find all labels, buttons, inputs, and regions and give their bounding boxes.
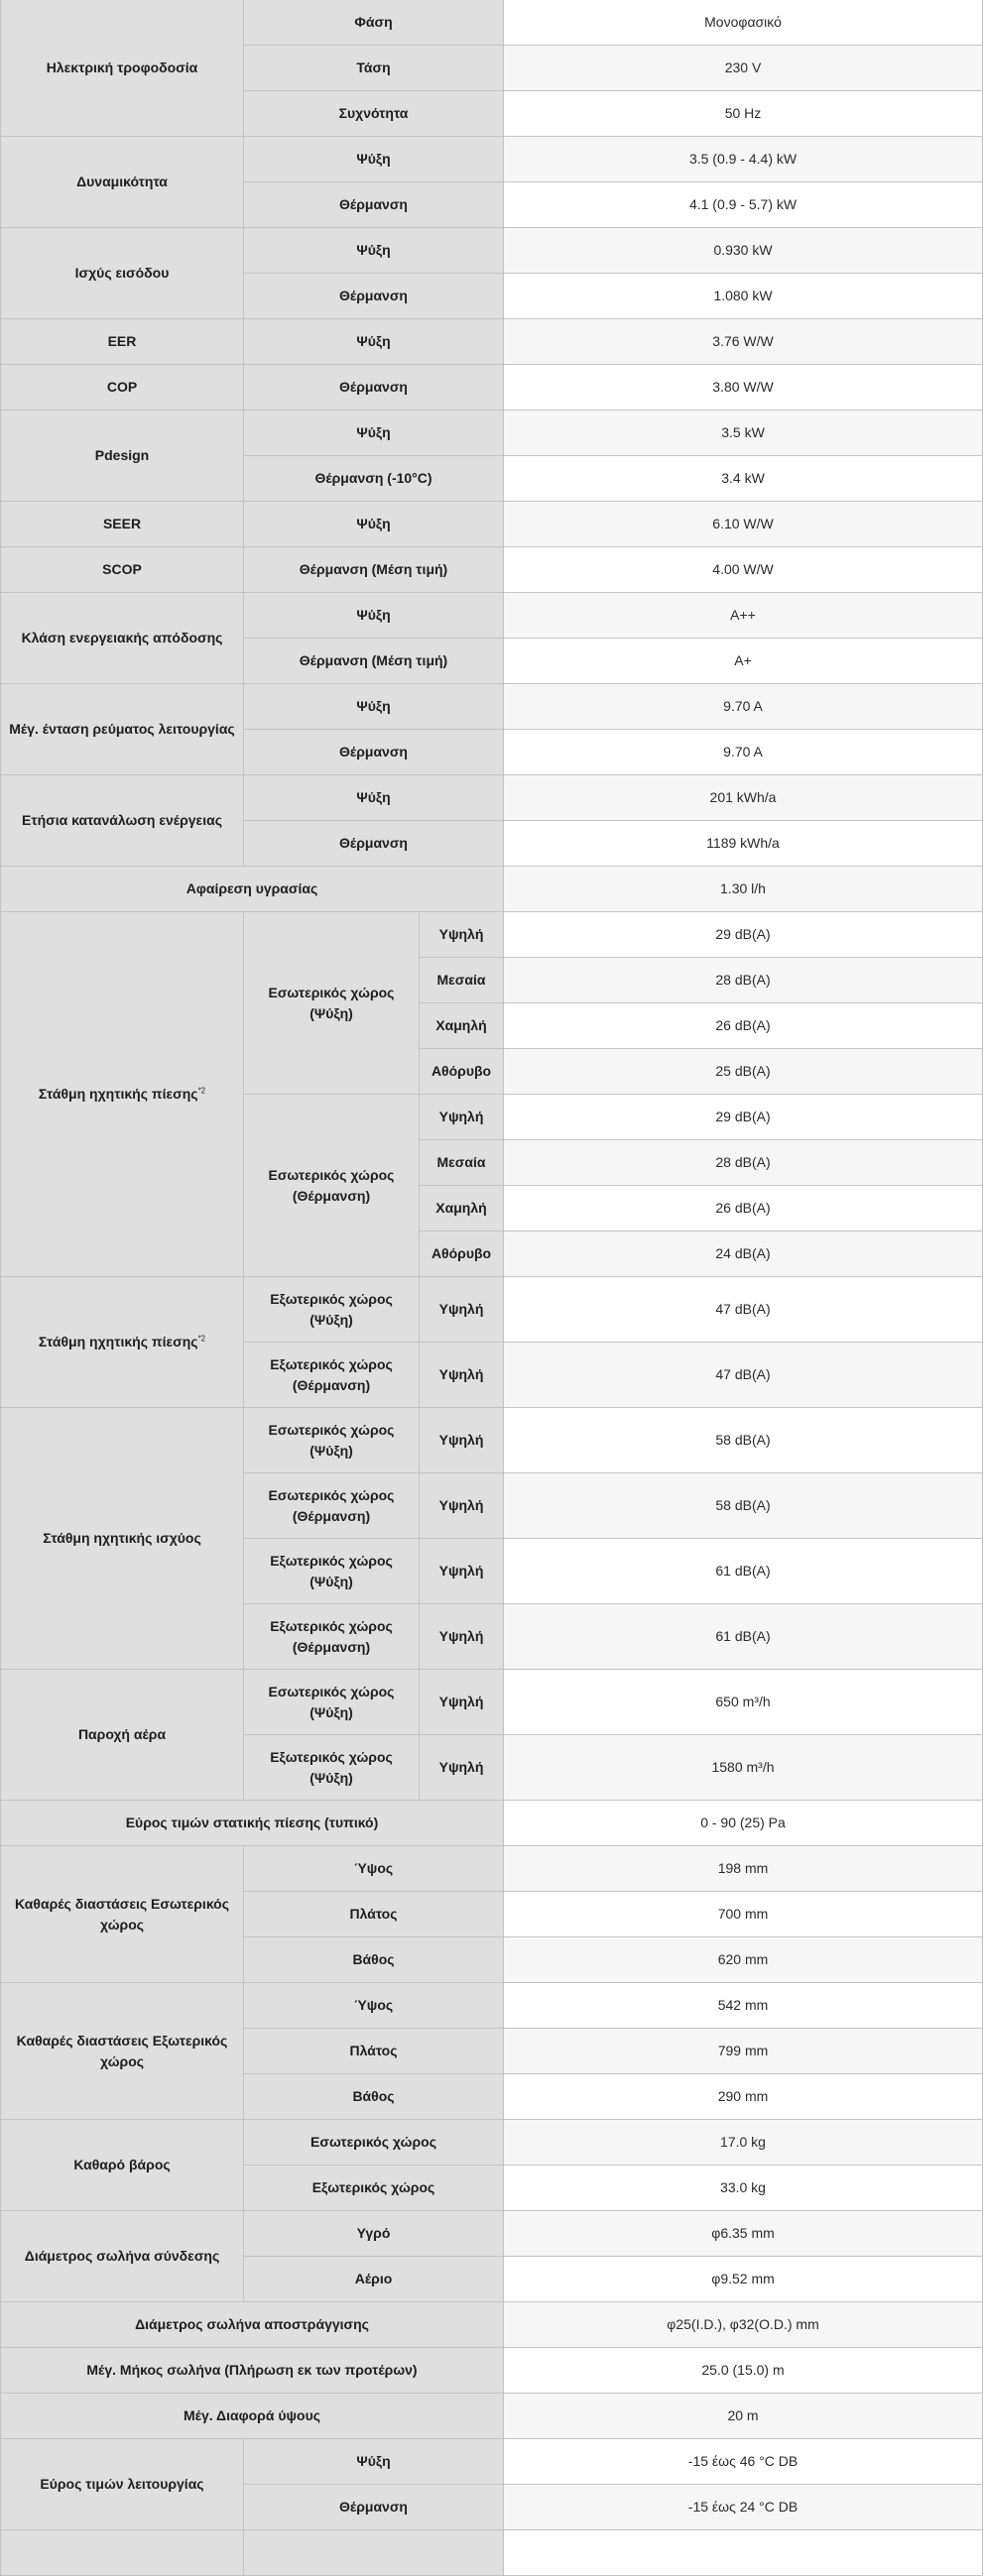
spl-indoor-cool-mode: Εσωτερικός χώρος (Ψύξη) (244, 912, 420, 1095)
annual-consumption-heat-label: Θέρμανση (244, 821, 504, 867)
eer-label: EER (1, 319, 244, 365)
capacity-heat-label: Θέρμανση (244, 182, 504, 228)
pdesign-heat-value: 3.4 kW (504, 456, 983, 502)
sound-power-mode: Εσωτερικός χώρος (Ψύξη) (244, 1408, 420, 1473)
annual-consumption-cool-value: 201 kWh/a (504, 775, 983, 821)
sound-power-mode: Εσωτερικός χώρος (Θέρμανση) (244, 1473, 420, 1539)
annual-consumption-heat-value: 1189 kWh/a (504, 821, 983, 867)
dims-indoor-depth-value: 620 mm (504, 1937, 983, 1983)
sound-power-label: Στάθμη ηχητικής ισχύος (1, 1408, 244, 1670)
operating-range-label: Εύρος τιμών λειτουργίας (1, 2439, 244, 2530)
spl-level-label: Υψηλή (420, 912, 504, 958)
static-pressure-label: Εύρος τιμών στατικής πίεσης (τυπικό) (1, 1801, 504, 1846)
pdesign-cool-value: 3.5 kW (504, 410, 983, 456)
max-current-label: Μέγ. ένταση ρεύματος λειτουργίας (1, 684, 244, 775)
pdesign-cool-label: Ψύξη (244, 410, 504, 456)
cop-label: COP (1, 365, 244, 410)
cop-mode-label: Θέρμανση (244, 365, 504, 410)
scop-mode-label: Θέρμανση (Μέση τιμή) (244, 547, 504, 593)
max-current-cool-label: Ψύξη (244, 684, 504, 730)
sound-power-level: Υψηλή (420, 1473, 504, 1539)
drain-diameter-value: φ25(I.D.), φ32(O.D.) mm (504, 2302, 983, 2348)
seer-value: 6.10 W/W (504, 502, 983, 547)
pipe-diameter-label: Διάμετρος σωλήνα σύνδεσης (1, 2211, 244, 2302)
dims-indoor-depth-label: Βάθος (244, 1937, 504, 1983)
max-pipe-length-label: Μέγ. Μήκος σωλήνα (Πλήρωση εκ των προτέρων) (1, 2348, 504, 2394)
max-pipe-length-value: 25.0 (15.0) m (504, 2348, 983, 2394)
spl-level-label: Χαμηλή (420, 1186, 504, 1231)
dehumidification-label: Αφαίρεση υγρασίας (1, 867, 504, 912)
dims-outdoor-width-value: 799 mm (504, 2029, 983, 2074)
dims-outdoor-height-value: 542 mm (504, 1983, 983, 2029)
spl-level-value: 29 dB(A) (504, 912, 983, 958)
cop-value: 3.80 W/W (504, 365, 983, 410)
dims-outdoor-label: Καθαρές διαστάσεις Εξωτερικός χώρος (1, 1983, 244, 2120)
power-supply-label: Ηλεκτρική τροφοδοσία (1, 0, 244, 137)
net-weight-indoor-value: 17.0 kg (504, 2120, 983, 2166)
airflow-value: 650 m³/h (504, 1670, 983, 1735)
spl-level-value: 26 dB(A) (504, 1186, 983, 1231)
eer-mode-label: Ψύξη (244, 319, 504, 365)
sound-power-mode: Εξωτερικός χώρος (Θέρμανση) (244, 1604, 420, 1670)
pipe-liquid-value: φ6.35 mm (504, 2211, 983, 2257)
sound-power-value: 61 dB(A) (504, 1604, 983, 1670)
max-current-heat-value: 9.70 A (504, 730, 983, 775)
frequency-label: Συχνότητα (244, 91, 504, 137)
operating-range-heat-value: -15 έως 24 °C DB (504, 2485, 983, 2530)
input-power-cool-label: Ψύξη (244, 228, 504, 274)
frequency-value: 50 Hz (504, 91, 983, 137)
airflow-level: Υψηλή (420, 1735, 504, 1801)
spl-level-label: Χαμηλή (420, 1003, 504, 1049)
spl-level-label: Αθόρυβο (420, 1049, 504, 1095)
phase-value: Μονοφασικό (504, 0, 983, 46)
dims-outdoor-height-label: Ύψος (244, 1983, 504, 2029)
energy-class-heat-value: A+ (504, 639, 983, 684)
max-height-diff-label: Μέγ. Διαφορά ύψους (1, 2394, 504, 2439)
spl-outdoor-mode: Εξωτερικός χώρος (Ψύξη) (244, 1277, 420, 1343)
capacity-label: Δυναμικότητα (1, 137, 244, 228)
max-current-cool-value: 9.70 A (504, 684, 983, 730)
dims-indoor-label: Καθαρές διαστάσεις Εσωτερικός χώρος (1, 1846, 244, 1983)
net-weight-outdoor-label: Εξωτερικός χώρος (244, 2166, 504, 2211)
voltage-value: 230 V (504, 46, 983, 91)
pipe-gas-label: Αέριο (244, 2257, 504, 2302)
input-power-cool-value: 0.930 kW (504, 228, 983, 274)
input-power-heat-label: Θέρμανση (244, 274, 504, 319)
capacity-cool-value: 3.5 (0.9 - 4.4) kW (504, 137, 983, 182)
airflow-mode: Εσωτερικός χώρος (Ψύξη) (244, 1670, 420, 1735)
dims-outdoor-width-label: Πλάτος (244, 2029, 504, 2074)
cut-off-row-value (504, 2530, 983, 2576)
footnote-mark: *2 (197, 1334, 206, 1344)
pipe-gas-value: φ9.52 mm (504, 2257, 983, 2302)
spl-outdoor-mode: Εξωτερικός χώρος (Θέρμανση) (244, 1343, 420, 1408)
sound-pressure-indoor-label (1, 912, 244, 1277)
dims-outdoor-depth-value: 290 mm (504, 2074, 983, 2120)
annual-consumption-label: Ετήσια κατανάλωση ενέργειας (1, 775, 244, 867)
sound-pressure-indoor-text: Στάθμη ηχητικής πίεσης (38, 1086, 198, 1102)
static-pressure-value: 0 - 90 (25) Pa (504, 1801, 983, 1846)
airflow-value: 1580 m³/h (504, 1735, 983, 1801)
sound-power-mode: Εξωτερικός χώρος (Ψύξη) (244, 1539, 420, 1604)
phase-label: Φάση (244, 0, 504, 46)
annual-consumption-cool-label: Ψύξη (244, 775, 504, 821)
sound-pressure-outdoor-label (1, 1277, 244, 1408)
dims-indoor-height-label: Ύψος (244, 1846, 504, 1892)
dims-indoor-width-label: Πλάτος (244, 1892, 504, 1937)
pdesign-heat-label: Θέρμανση (-10°C) (244, 456, 504, 502)
seer-mode-label: Ψύξη (244, 502, 504, 547)
pdesign-label: Pdesign (1, 410, 244, 502)
spl-level-label: Μεσαία (420, 1140, 504, 1186)
sound-power-level: Υψηλή (420, 1408, 504, 1473)
pipe-liquid-label: Υγρό (244, 2211, 504, 2257)
spl-outdoor-value: 47 dB(A) (504, 1343, 983, 1408)
operating-range-cool-value: -15 έως 46 °C DB (504, 2439, 983, 2485)
net-weight-outdoor-value: 33.0 kg (504, 2166, 983, 2211)
cut-off-row-sub (244, 2530, 504, 2576)
capacity-cool-label: Ψύξη (244, 137, 504, 182)
sound-power-value: 58 dB(A) (504, 1408, 983, 1473)
footnote-mark: *2 (197, 1086, 206, 1096)
input-power-label: Ισχύς εισόδου (1, 228, 244, 319)
eer-value: 3.76 W/W (504, 319, 983, 365)
operating-range-cool-label: Ψύξη (244, 2439, 504, 2485)
sound-power-level: Υψηλή (420, 1539, 504, 1604)
dims-indoor-width-value: 700 mm (504, 1892, 983, 1937)
airflow-mode: Εξωτερικός χώρος (Ψύξη) (244, 1735, 420, 1801)
scop-value: 4.00 W/W (504, 547, 983, 593)
operating-range-heat-label: Θέρμανση (244, 2485, 504, 2530)
net-weight-label: Καθαρό βάρος (1, 2120, 244, 2211)
dehumidification-value: 1.30 l/h (504, 867, 983, 912)
sound-power-value: 58 dB(A) (504, 1473, 983, 1539)
sound-power-value: 61 dB(A) (504, 1539, 983, 1604)
input-power-heat-value: 1.080 kW (504, 274, 983, 319)
net-weight-indoor-label: Εσωτερικός χώρος (244, 2120, 504, 2166)
spl-outdoor-level: Υψηλή (420, 1277, 504, 1343)
max-height-diff-value: 20 m (504, 2394, 983, 2439)
drain-diameter-label: Διάμετρος σωλήνα αποστράγγισης (1, 2302, 504, 2348)
dims-indoor-height-value: 198 mm (504, 1846, 983, 1892)
spl-indoor-heat-mode: Εσωτερικός χώρος (Θέρμανση) (244, 1095, 420, 1277)
airflow-label: Παροχή αέρα (1, 1670, 244, 1801)
energy-class-cool-value: A++ (504, 593, 983, 639)
sound-pressure-outdoor-text: Στάθμη ηχητικής πίεσης (38, 1334, 198, 1349)
scop-label: SCOP (1, 547, 244, 593)
cut-off-row-label (1, 2530, 244, 2576)
max-current-heat-label: Θέρμανση (244, 730, 504, 775)
spl-level-value: 28 dB(A) (504, 958, 983, 1003)
voltage-label: Τάση (244, 46, 504, 91)
spl-outdoor-value: 47 dB(A) (504, 1277, 983, 1343)
spl-level-label: Αθόρυβο (420, 1231, 504, 1277)
spl-level-value: 28 dB(A) (504, 1140, 983, 1186)
spl-level-value: 29 dB(A) (504, 1095, 983, 1140)
capacity-heat-value: 4.1 (0.9 - 5.7) kW (504, 182, 983, 228)
spl-level-label: Μεσαία (420, 958, 504, 1003)
spl-level-value: 26 dB(A) (504, 1003, 983, 1049)
spl-outdoor-level: Υψηλή (420, 1343, 504, 1408)
seer-label: SEER (1, 502, 244, 547)
sound-power-level: Υψηλή (420, 1604, 504, 1670)
energy-class-label: Κλάση ενεργειακής απόδοσης (1, 593, 244, 684)
airflow-level: Υψηλή (420, 1670, 504, 1735)
spl-level-value: 25 dB(A) (504, 1049, 983, 1095)
spl-level-label: Υψηλή (420, 1095, 504, 1140)
dims-outdoor-depth-label: Βάθος (244, 2074, 504, 2120)
spl-level-value: 24 dB(A) (504, 1231, 983, 1277)
energy-class-heat-label: Θέρμανση (Μέση τιμή) (244, 639, 504, 684)
energy-class-cool-label: Ψύξη (244, 593, 504, 639)
